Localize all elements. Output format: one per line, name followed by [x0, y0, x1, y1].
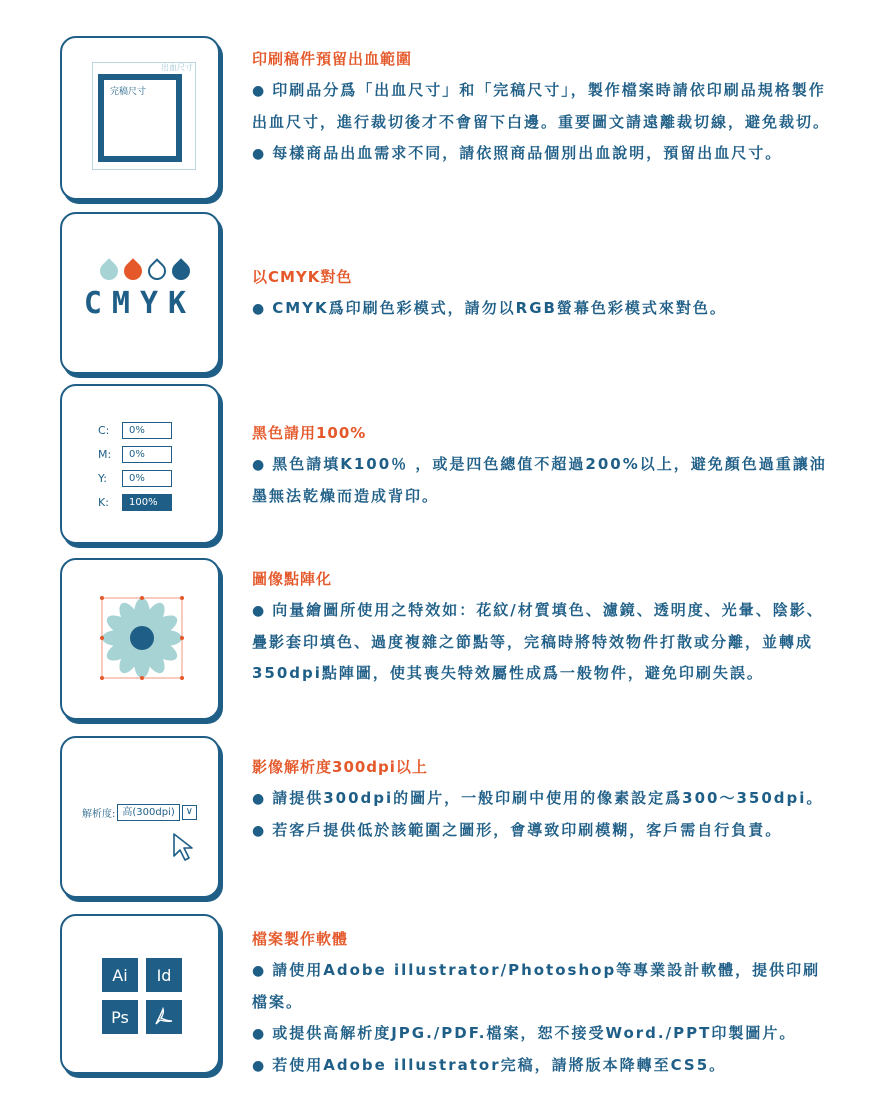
bullet-icon: ● [252, 301, 267, 317]
paragraph: ● 黑色請填K100％ ，或是四色總值不超過200%以上，避免顏色過重讓油墨無法乾燥而造成背印。 [252, 455, 827, 505]
bullet-icon: ● [252, 791, 267, 807]
paragraph: ● 每樣商品出血需求不同，請依照商品個別出血說明，預留出血尺寸。 [252, 144, 783, 162]
bleed-size-label: 出血尺寸 [161, 63, 193, 72]
paragraph: ● 或提供高解析度JPG./PDF.檔案，恕不接受Word./PPT印製圖片。 [252, 1024, 797, 1042]
bullet-icon: ● [252, 963, 267, 979]
section-bleed [252, 48, 832, 170]
cyan-drop-icon [96, 258, 121, 283]
rasterize-illustration-card [60, 558, 220, 720]
bullet-icon: ● [252, 457, 267, 473]
paragraph: ● 若客戶提供低於該範圍之圖形，會導致印刷模糊，客戶需自行負責。 [252, 821, 783, 839]
cmyk-illustration-card [60, 212, 220, 374]
section-title: 影像解析度300dpi以上 [252, 758, 428, 776]
section-title: 以CMYK對色 [252, 268, 353, 286]
black-value-card [60, 384, 220, 544]
paragraph: ● CMYK爲印刷色彩模式，請勿以RGB螢幕色彩模式來對色。 [252, 299, 727, 317]
cursor-icon [172, 832, 198, 862]
ink-drops [90, 262, 200, 280]
paragraph: ● 向量繪圖所使用之特效如：花紋/材質填色、濾鏡、透明度、光暈、陰影、疊影套印填色、過度複雜之節點等，完稿時將特效物件打散或分離，並轉成350dpi點陣圖，使其喪失特效屬性成爲一般物件，避免印刷失誤。 [252, 601, 824, 682]
magenta-drop-icon [120, 258, 145, 283]
acrobat-icon [146, 1000, 182, 1034]
paragraph: ● 請提供300dpi的圖片，一般印刷中使用的像素設定爲300～350dpi。 [252, 789, 824, 807]
section-cmyk [252, 266, 832, 325]
photoshop-icon: Ps [102, 1000, 138, 1034]
paragraph: ● 請使用Adobe illustrator/Photoshop等專業設計軟體，提供印刷檔案。 [252, 961, 821, 1011]
chevron-down-icon: ∨ [182, 805, 197, 820]
bullet-icon: ● [252, 1058, 267, 1074]
yellow-drop-icon [144, 258, 169, 283]
paragraph: ● 印刷品分爲「出血尺寸」和「完稿尺寸」，製作檔案時請依印刷品規格製作出血尺寸，進行裁切後才不會留下白邊。重要圖文請遠離裁切線，避免裁切。 [252, 81, 831, 131]
black-drop-icon [168, 258, 193, 283]
section-title: 圖像點陣化 [252, 570, 333, 588]
bullet-icon: ● [252, 146, 267, 162]
cmyk-row-m: M: 0% [98, 446, 172, 463]
paragraph: ● 若使用Adobe illustrator完稿，請將版本降轉至CS5。 [252, 1056, 727, 1074]
section-title: 印刷稿件預留出血範圍 [252, 50, 413, 68]
section-title: 檔案製作軟體 [252, 930, 349, 948]
resolution-illustration-card [60, 736, 220, 898]
resolution-setting [82, 804, 197, 821]
section-rasterize [252, 568, 832, 689]
resolution-select: 高(300dpi) [117, 804, 179, 821]
section-title: 黑色請用100% [252, 424, 367, 442]
bullet-icon: ● [252, 83, 267, 99]
bullet-icon: ● [252, 603, 267, 619]
bullet-icon: ● [252, 823, 267, 839]
software-illustration-card [60, 914, 220, 1074]
section-software [252, 928, 832, 1082]
bullet-icon: ● [252, 1026, 267, 1042]
trim-size-label: 完稿尺寸 [110, 87, 147, 97]
flower-icon [92, 588, 192, 688]
section-black [252, 422, 832, 512]
cmyk-row-k: K: 100% [98, 494, 172, 511]
illustrator-icon: Ai [102, 958, 138, 992]
cmyk-row-c: C: 0% [98, 422, 172, 439]
cmyk-logo-text: CMYK [83, 286, 197, 321]
trim-area-box [98, 74, 182, 162]
resolution-label: 解析度: [82, 809, 116, 820]
cmyk-row-y: Y: 0% [98, 470, 172, 487]
indesign-icon: Id [146, 958, 182, 992]
section-resolution [252, 756, 832, 847]
bleed-illustration-card [60, 36, 220, 200]
